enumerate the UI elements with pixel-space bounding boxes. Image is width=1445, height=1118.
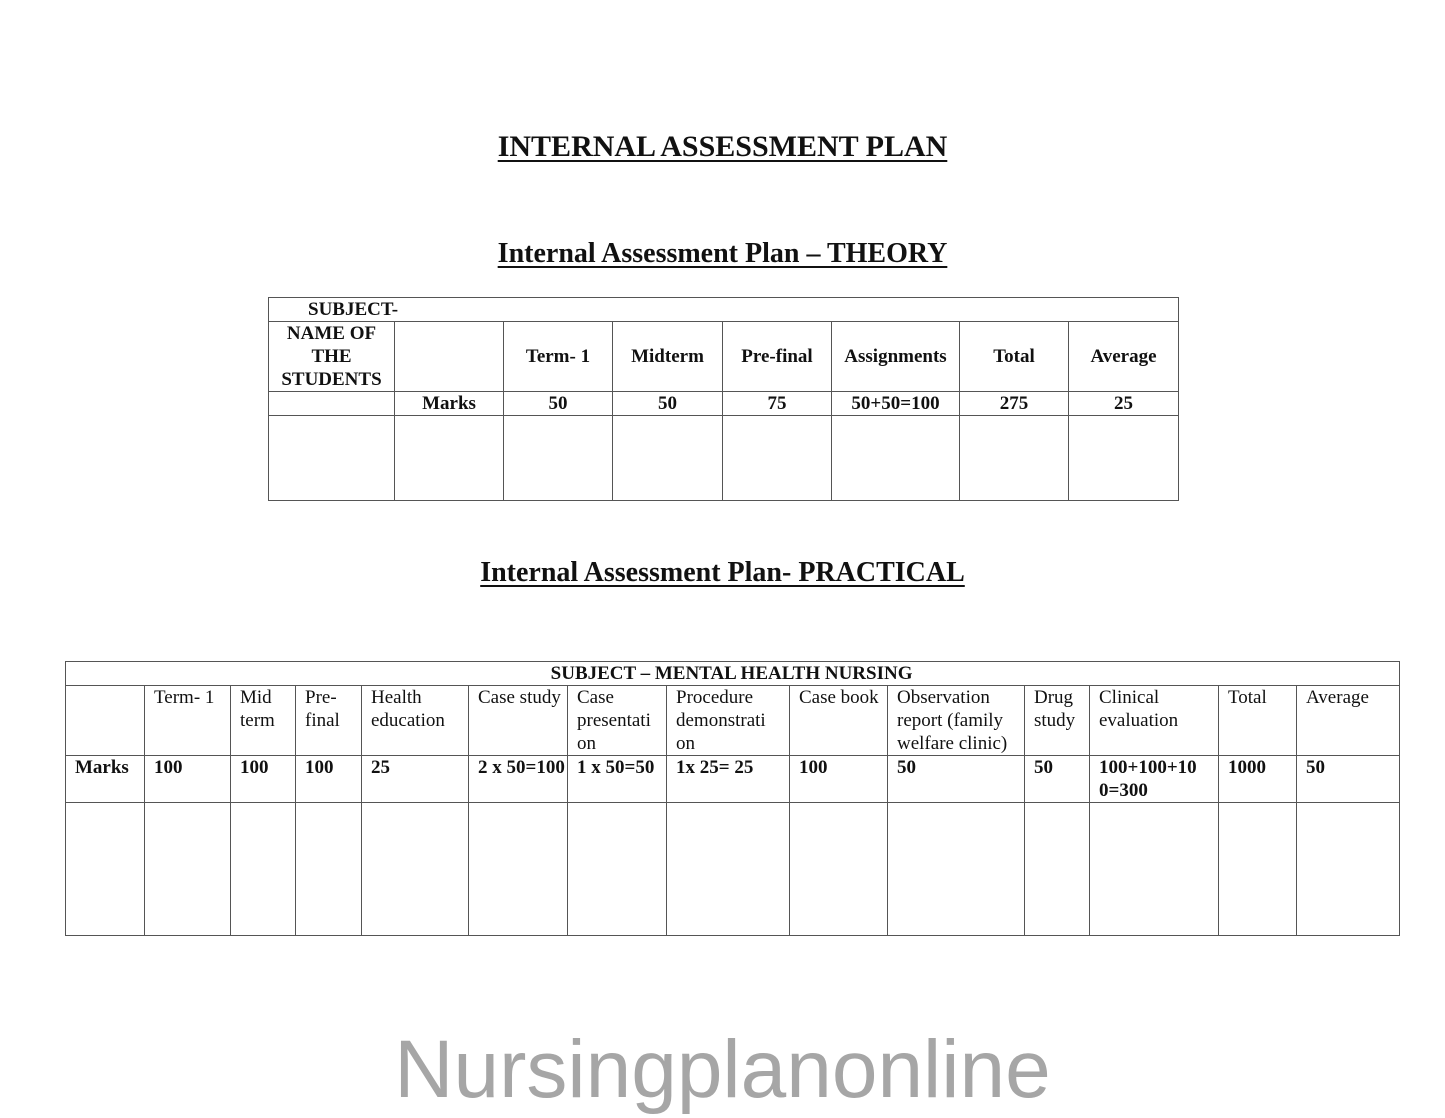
practical-mark-average: 50: [1297, 756, 1400, 803]
practical-header-row: [66, 686, 1400, 756]
practical-marks-row: [66, 756, 1400, 803]
practical-entry-cell[interactable]: [1090, 803, 1219, 936]
practical-entry-cell[interactable]: [469, 803, 568, 936]
practical-entry-cell[interactable]: [362, 803, 469, 936]
practical-entry-cell[interactable]: [296, 803, 362, 936]
theory-section-heading: Internal Assessment Plan – THEORY: [497, 238, 948, 269]
practical-entry-cell[interactable]: [1297, 803, 1400, 936]
theory-header-row: [269, 322, 1179, 392]
theory-mark-term1: 50: [504, 392, 613, 416]
theory-col-average: Average: [1069, 322, 1179, 392]
practical-entry-row: [66, 803, 1400, 936]
practical-col-case-book: Case book: [790, 686, 888, 756]
theory-mark-average: 25: [1069, 392, 1179, 416]
theory-header-empty: [395, 322, 504, 392]
theory-assessment-table: [268, 297, 1179, 501]
theory-entry-cell[interactable]: [504, 416, 613, 501]
practical-col-average: Average: [1297, 686, 1400, 756]
practical-mark-health-education: 25: [362, 756, 469, 803]
practical-col-midterm: Mid term: [231, 686, 296, 756]
practical-entry-cell[interactable]: [1025, 803, 1090, 936]
theory-name-header: NAME OF THE STUDENTS: [269, 322, 395, 392]
practical-mark-case-study: 2 x 50=100: [469, 756, 568, 803]
practical-mark-case-book: 100: [790, 756, 888, 803]
practical-section-heading: Internal Assessment Plan- PRACTICAL: [480, 557, 965, 588]
theory-col-prefinal: Pre-final: [723, 322, 832, 392]
practical-mark-clinical-evaluation: 100+100+10 0=300: [1090, 756, 1219, 803]
practical-entry-cell[interactable]: [790, 803, 888, 936]
practical-col-health-education: Health education: [362, 686, 469, 756]
practical-mark-term1: 100: [145, 756, 231, 803]
theory-marks-row: [269, 392, 1179, 416]
theory-entry-cell[interactable]: [613, 416, 723, 501]
practical-col-case-study: Case study: [469, 686, 568, 756]
practical-assessment-table: [65, 661, 1400, 936]
theory-entry-cell[interactable]: [269, 416, 395, 501]
practical-entry-cell[interactable]: [568, 803, 667, 936]
theory-col-assignments: Assignments: [832, 322, 960, 392]
theory-entry-cell[interactable]: [960, 416, 1069, 501]
practical-header-empty: [66, 686, 145, 756]
practical-mark-prefinal: 100: [296, 756, 362, 803]
theory-mark-total: 275: [960, 392, 1069, 416]
theory-mark-assignments: 50+50=100: [832, 392, 960, 416]
theory-mark-prefinal: 75: [723, 392, 832, 416]
practical-entry-cell[interactable]: [667, 803, 790, 936]
practical-entry-cell[interactable]: [145, 803, 231, 936]
theory-entry-cell[interactable]: [395, 416, 504, 501]
theory-entry-cell[interactable]: [1069, 416, 1179, 501]
practical-mark-procedure-demonstration: 1x 25= 25: [667, 756, 790, 803]
theory-subject-row: [269, 298, 1179, 322]
theory-col-term1: Term- 1: [504, 322, 613, 392]
theory-subject-label: SUBJECT-: [269, 298, 1179, 322]
theory-entry-cell[interactable]: [832, 416, 960, 501]
theory-mark-midterm: 50: [613, 392, 723, 416]
practical-col-observation-report: Observation report (family welfare clinic): [888, 686, 1025, 756]
practical-col-procedure-demonstration: Procedure demonstrati on: [667, 686, 790, 756]
theory-col-midterm: Midterm: [613, 322, 723, 392]
practical-col-clinical-evaluation: Clinical evaluation: [1090, 686, 1219, 756]
practical-entry-cell[interactable]: [1219, 803, 1297, 936]
practical-col-term1: Term- 1: [145, 686, 231, 756]
theory-entry-row: [269, 416, 1179, 501]
practical-entry-cell[interactable]: [888, 803, 1025, 936]
practical-entry-cell[interactable]: [66, 803, 145, 936]
watermark-text: Nursingplanonline: [394, 1024, 1051, 1115]
practical-mark-case-presentation: 1 x 50=50: [568, 756, 667, 803]
theory-entry-cell[interactable]: [723, 416, 832, 501]
practical-marks-label: Marks: [66, 756, 145, 803]
practical-col-total: Total: [1219, 686, 1297, 756]
practical-entry-cell[interactable]: [231, 803, 296, 936]
practical-col-case-presentation: Case presentati on: [568, 686, 667, 756]
practical-subject-label: SUBJECT – MENTAL HEALTH NURSING: [66, 662, 1400, 686]
practical-mark-drug-study: 50: [1025, 756, 1090, 803]
page-title: INTERNAL ASSESSMENT PLAN: [497, 130, 948, 163]
theory-marks-label: Marks: [395, 392, 504, 416]
theory-marks-empty: [269, 392, 395, 416]
practical-col-drug-study: Drug study: [1025, 686, 1090, 756]
practical-col-prefinal: Pre- final: [296, 686, 362, 756]
practical-subject-row: [66, 662, 1400, 686]
practical-mark-total: 1000: [1219, 756, 1297, 803]
theory-col-total: Total: [960, 322, 1069, 392]
practical-mark-observation-report: 50: [888, 756, 1025, 803]
practical-mark-midterm: 100: [231, 756, 296, 803]
